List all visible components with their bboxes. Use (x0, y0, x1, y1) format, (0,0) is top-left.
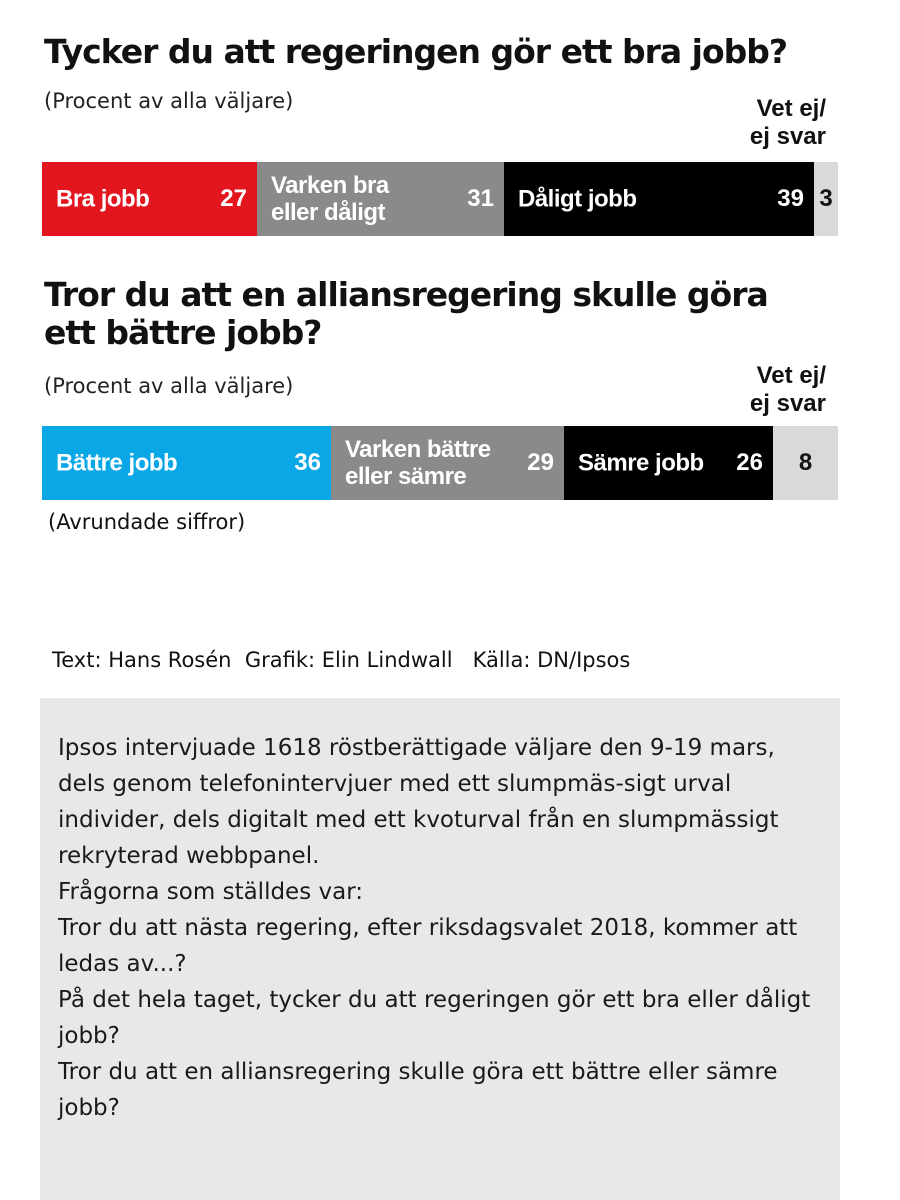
segment-label: Bra jobb (56, 185, 150, 213)
chart-1-segment-2 (257, 162, 504, 236)
chart-2-segment-2 (331, 426, 564, 500)
methodology-paragraph: På det hela taget, tycker du att regeringen gör ett bra eller dåligt jobb? (58, 987, 811, 1049)
methodology-box (40, 698, 840, 1200)
segment-value: 3 (819, 185, 833, 212)
chart-2-segment-3 (564, 426, 773, 500)
segment-label: Dåligt jobb (518, 185, 637, 213)
segment-value: 8 (798, 449, 813, 476)
chart-2-title: Tror du att en alliansregering skulle göra ett bättre jobb? (44, 275, 768, 352)
chart-2-segment-1 (42, 426, 331, 500)
methodology-paragraph: Frågorna som ställdes var: (58, 879, 364, 905)
chart-1-bar (42, 162, 838, 236)
credits: Text: Hans Rosén Grafik: Elin Lindwall Källa: DN/Ipsos (52, 648, 631, 672)
methodology-paragraph: Ipsos intervjuade 1618 röstberättigade väljare den 9-19 mars, dels genom telefonintervjuer med ett slumpmäs-sigt urval individer, dels digitalt med ett kvoturval från en slumpmässigt rekryterad webbpanel. (58, 735, 779, 869)
chart-1-segment-1 (42, 162, 257, 236)
chart-2-subtitle: (Procent av alla väljare) (44, 374, 294, 398)
segment-value: 29 (527, 449, 554, 476)
chart-2-bar (42, 426, 838, 500)
segment-value: 26 (736, 449, 763, 476)
segment-label: Sämre jobb (578, 449, 704, 477)
chart-1-segment-4 (814, 162, 838, 236)
footnote: (Avrundade siffror) (48, 510, 246, 534)
segment-label: Varken bättre eller sämre (345, 436, 491, 490)
chart-1-title: Tycker du att regeringen gör ett bra jobb? (44, 32, 788, 71)
segment-value: 39 (777, 185, 804, 212)
chart-2-segment-4 (773, 426, 838, 500)
chart-2-no-answer-heading: Vet ej/ ej svar (749, 362, 826, 417)
segment-value: 31 (467, 185, 494, 212)
chart-1-segment-3 (504, 162, 814, 236)
methodology-paragraph: Tror du att nästa regering, efter riksdagsvalet 2018, kommer att ledas av...? (58, 915, 798, 977)
segment-label: Bättre jobb (56, 449, 178, 477)
segment-value: 36 (294, 449, 321, 476)
chart-1-subtitle: (Procent av alla väljare) (44, 89, 294, 113)
chart-1-no-answer-heading: Vet ej/ ej svar (749, 95, 826, 150)
methodology-paragraph: Tror du att en alliansregering skulle göra ett bättre eller sämre jobb? (58, 1059, 778, 1121)
segment-value: 27 (220, 185, 247, 212)
segment-label: Varken bra eller dåligt (271, 172, 389, 226)
